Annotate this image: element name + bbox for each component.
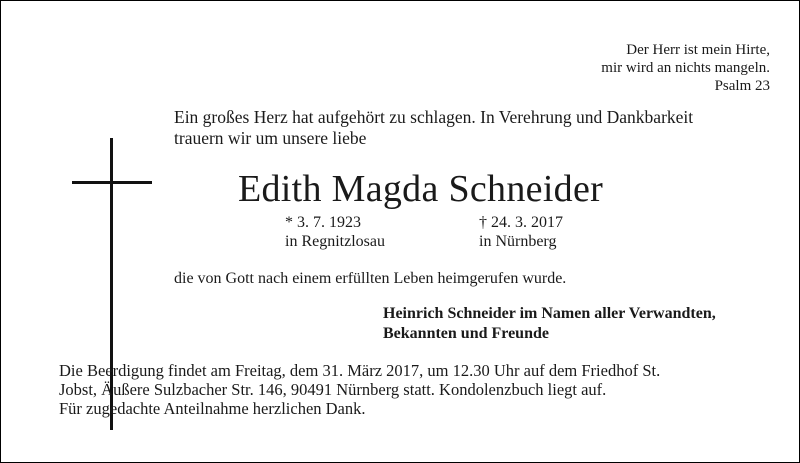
funeral-notice bbox=[59, 361, 660, 418]
psalm-reference: Psalm 23 bbox=[714, 78, 770, 94]
psalm-quote bbox=[601, 41, 770, 95]
birth-date: * 3. 7. 1923 bbox=[285, 214, 361, 231]
closing-text: die von Gott nach einem erfüllten Leben heimgerufen wurde. bbox=[174, 270, 567, 287]
birth-info bbox=[285, 213, 385, 251]
funeral-line: Für zugedachte Anteilnahme herzlichen Dank. bbox=[59, 399, 366, 418]
psalm-line: Der Herr ist mein Hirte, bbox=[626, 42, 770, 58]
signature-block bbox=[383, 304, 716, 344]
cross-horizontal-bar bbox=[72, 181, 152, 184]
intro-line: Ein großes Herz hat aufgehört zu schlagen. In Verehrung und Dankbarkeit bbox=[174, 107, 694, 127]
funeral-line: Die Beerdigung findet am Freitag, dem 31. März 2017, um 12.30 Uhr auf dem Friedhof St. bbox=[59, 361, 661, 380]
funeral-line: Jobst, Äußere Sulzbacher Str. 146, 90491 Nürnberg statt. Kondolenzbuch liegt auf. bbox=[59, 380, 607, 399]
signature-line: Bekannten und Freunde bbox=[383, 325, 549, 342]
intro-line: trauern wir um unsere liebe bbox=[174, 128, 367, 148]
death-place: in Nürnberg bbox=[479, 233, 557, 250]
death-date: † 24. 3. 2017 bbox=[479, 214, 563, 231]
psalm-line: mir wird an nichts mangeln. bbox=[601, 60, 770, 76]
deceased-name: Edith Magda Schneider bbox=[238, 168, 604, 210]
intro-text bbox=[174, 107, 693, 149]
birth-place: in Regnitzlosau bbox=[285, 233, 385, 250]
death-info bbox=[479, 213, 563, 251]
signature-line: Heinrich Schneider im Namen aller Verwandten, bbox=[383, 305, 716, 322]
